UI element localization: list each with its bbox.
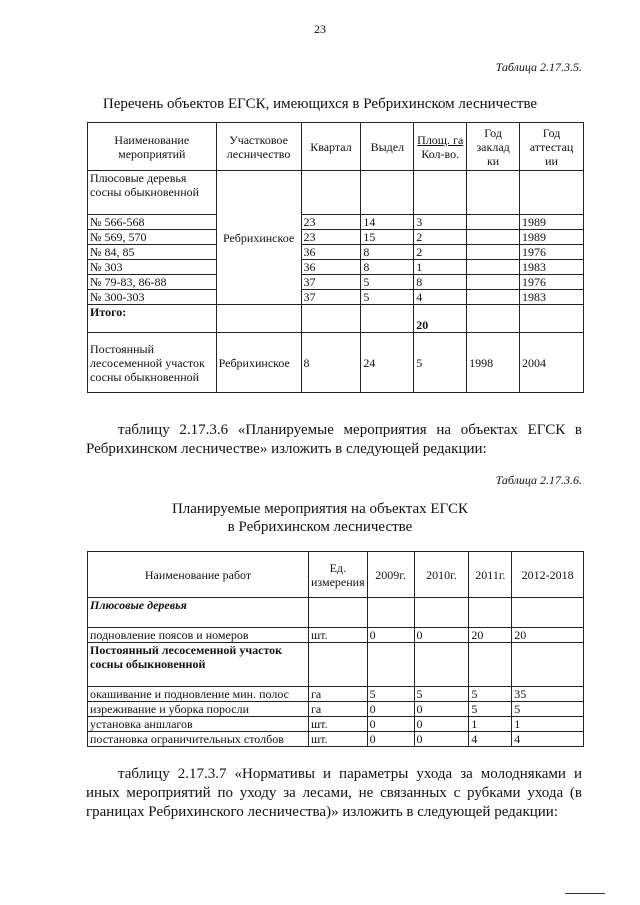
header-name: Наименование мероприятий xyxy=(88,123,217,171)
header-qty: Кол-во. xyxy=(421,146,460,161)
table-row: № 566-568 23 14 3 1989 xyxy=(88,215,584,230)
header-year-laid: Год заклад ки xyxy=(467,123,520,171)
header-area-qty xyxy=(414,123,467,171)
header-attest: Год аттестац ии xyxy=(520,123,584,171)
table-row: установка аншлагов шт. 0 0 1 1 xyxy=(88,717,584,732)
table-row: № 303 36 8 1 1983 xyxy=(88,260,584,275)
table-row: № 84, 85 36 8 2 1976 xyxy=(88,245,584,260)
table-row: № 569, 570 23 15 2 1989 xyxy=(88,230,584,245)
header-forestry: Участковое лесничество xyxy=(216,123,301,171)
header-unit: Ед. измерения xyxy=(309,552,368,598)
forestry-cell: Ребрихинское xyxy=(216,171,301,305)
header-2011: 2011г. xyxy=(469,552,512,598)
paragraph-table-2-17-3-6: таблицу 2.17.3.6 «Планируемые мероприятия на объектах ЕГСК в Ребрихинском лесничестве» изложить в следующей редакции: xyxy=(86,422,582,457)
section-permanent-plot: Постоянный лесосеменной участок сосны обыкновенной xyxy=(88,643,309,687)
total-value: 20 xyxy=(414,305,467,333)
header-2010: 2010г. xyxy=(414,552,469,598)
section-plus-trees: Плюсовые деревья xyxy=(88,598,309,628)
table-row: постановка ограничительных столбов шт. 0 0 4 4 xyxy=(88,732,584,747)
header-work-name: Наименование работ xyxy=(88,552,309,598)
table2-title-line1: Планируемые мероприятия на объектах ЕГСК xyxy=(171,501,469,517)
paragraph-table-2-17-3-7: таблицу 2.17.3.7 «Нормативы и параметры ухода за молодняками и иных мероприятий по уходу за лесами, не связанных с рубками ухода (в границах Ребрихинского лесничества)» изложить в следующей редакции: xyxy=(86,766,582,820)
page-number: 23 xyxy=(314,22,326,36)
total-row xyxy=(88,305,584,333)
header-allotment: Выдел xyxy=(361,123,414,171)
footer-rule xyxy=(565,893,605,894)
table-egsk-objects xyxy=(87,122,584,393)
table-planned-activities xyxy=(87,551,584,747)
header-quarter: Квартал xyxy=(301,123,361,171)
table2-title-line2: в Ребрихинском лесничестве xyxy=(227,519,413,535)
table-row: № 300-303 37 5 4 1983 xyxy=(88,290,584,305)
table1-caption: Таблица 2.17.3.5. xyxy=(495,60,582,74)
table-row: окашивание и подновление мин. полос га 5 5 5 35 xyxy=(88,687,584,702)
group-label: Плюсовые деревья сосны обыкновенной xyxy=(88,171,217,215)
header-area: Площ. га xyxy=(417,132,464,147)
table-row: изреживание и уборка поросли га 0 0 5 5 xyxy=(88,702,584,717)
total-label: Итого: xyxy=(88,305,217,333)
permanent-row: Постоянный лесосеменной участок сосны обыкновенной Ребрихинское 8 24 5 1998 2004 xyxy=(88,333,584,393)
table-row: № 79-83, 86-88 37 5 8 1976 xyxy=(88,275,584,290)
header-2009: 2009г. xyxy=(367,552,414,598)
header-2012-2018: 2012-2018 xyxy=(512,552,584,598)
table-row: подновление поясов и номеров шт. 0 0 20 20 xyxy=(88,628,584,643)
table1-title: Перечень объектов ЕГСК, имеющихся в Ребрихинском лесничестве xyxy=(102,96,538,112)
table2-caption: Таблица 2.17.3.6. xyxy=(495,473,582,487)
